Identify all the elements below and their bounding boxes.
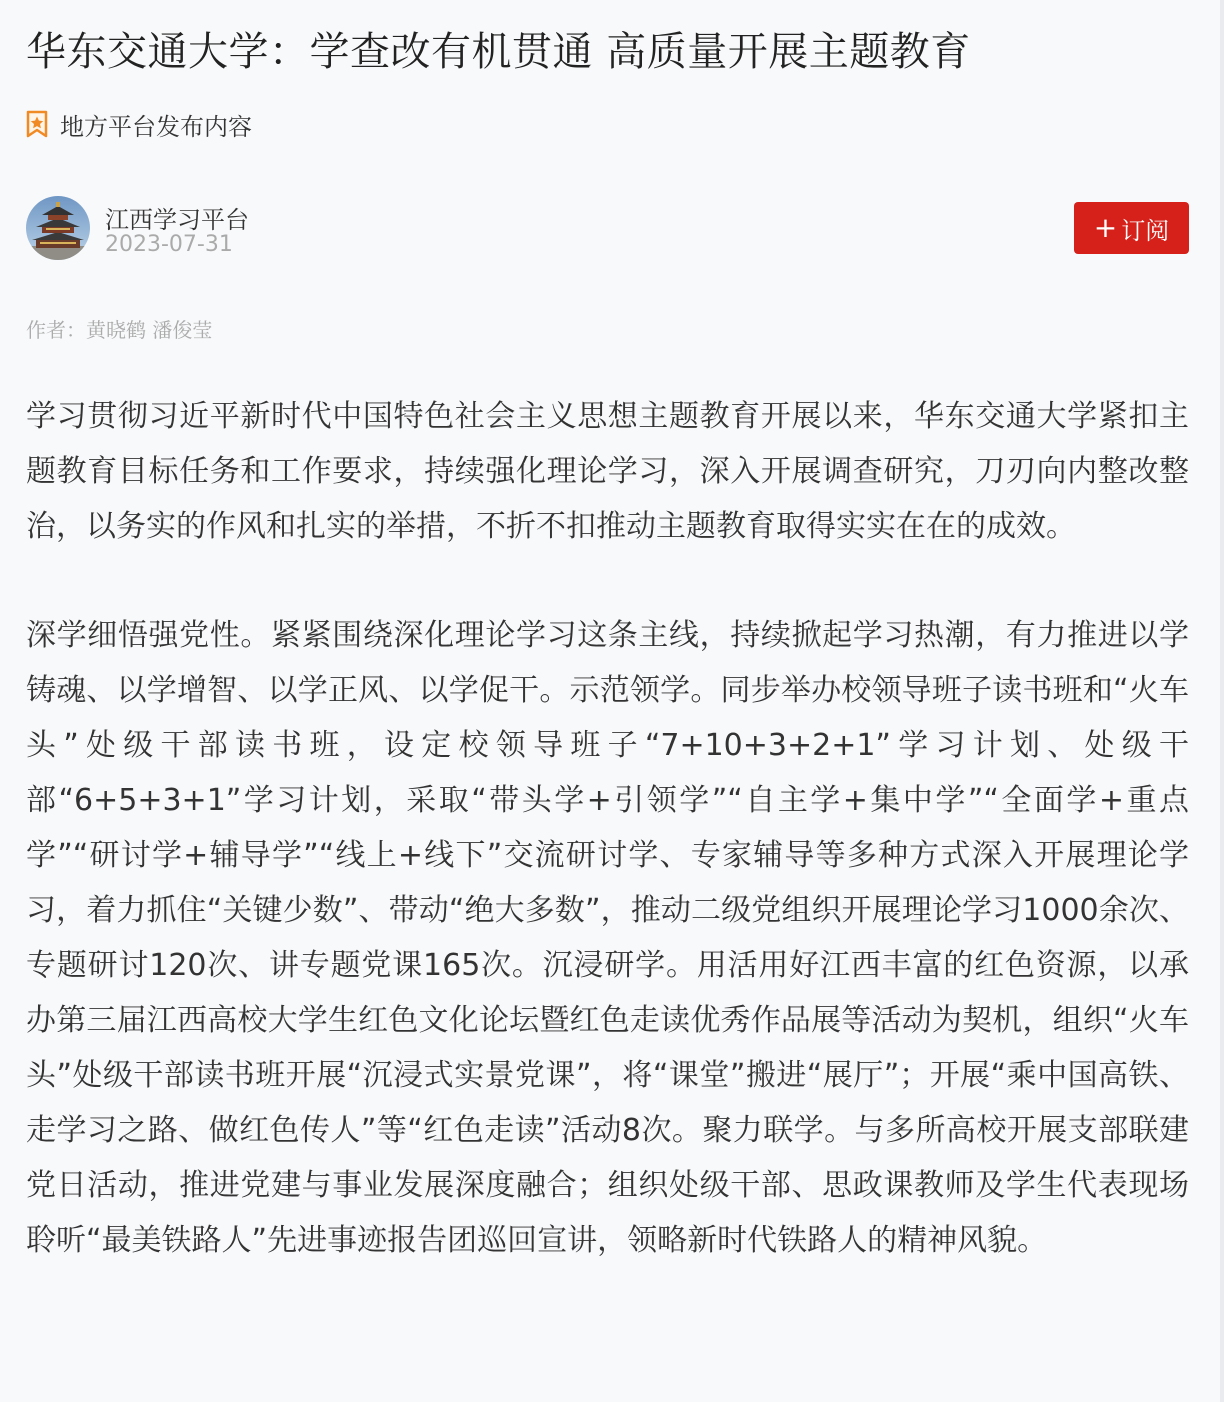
article-paragraph: 深学细悟强党性。紧紧围绕深化理论学习这条主线，持续掀起学习热潮，有力推进以学铸魂、以学增智、以学正风、以学促干。示范领学。同步举办校领导班子读书班和“火车头”处级干部读书班，设定校领导班子“7+10+3+2+1”学习计划、处级干部“6+5+3+1”学习计划，采取“带头学+引领学”“自主学+集中学”“全面学+重点学”“研讨学+辅导学”“线上+线下”交流研讨学、专家辅导等多种方式深入开展理论学习，着力抓住“关键少数”、带动“绝大多数”，推动二级党组织开展理论学习1000余次、专题研讨120次、讲专题党课165次。沉浸研学。用活用好江西丰富的红色资源，以承办第三届江西高校大学生红色文化论坛暨红色走读优秀作品展等活动为契机，组织“火车头”处级干部读书班开展“沉浸式实景党课”，将“课堂”搬进“展厅”；开展“乘中国高铁、走学习之路、做红色传人”等“红色走读”活动8次。聚力联学。与多所高校开展支部联建党日活动，推进党建与事业发展深度融合；组织处级干部、思政课教师及学生代表现场聆听“最美铁路人”先进事迹报告团巡回宣讲，领略新时代铁路人的精神风貌。 [26,618,1189,1258]
pavilion-photo-avatar [26,196,90,260]
article-title: 华东交通大学：学查改有机贯通 高质量开展主题教育 [26,29,971,75]
article-page [26,0,1189,1258]
plus-icon: + [1093,211,1118,244]
page-scrollbar-track [1220,0,1224,1402]
bookmark-star-icon [26,110,48,138]
article-paragraph: 学习贯彻习近平新时代中国特色社会主义思想主题教育开展以来，华东交通大学紧扣主题教育目标任务和工作要求，持续强化理论学习，深入开展调查研究，刀刃向内整改整治，以务实的作风和扎实的举措，不折不扣推动主题教育取得实实在在的成效。 [26,399,1189,544]
author-row [26,196,1189,262]
source-tag [26,108,252,140]
subscribe-label: 订阅 [1121,216,1170,245]
source-tag-label: 地方平台发布内容 [60,112,252,141]
publish-date: 2023-07-31 [105,232,233,257]
article-body [26,389,1189,1322]
author-name[interactable]: 江西学习平台 [105,206,249,234]
avatar[interactable] [26,196,90,260]
article-byline: 作者：黄晓鹤 潘俊莹 [26,318,213,342]
subscribe-button[interactable] [1074,202,1189,254]
